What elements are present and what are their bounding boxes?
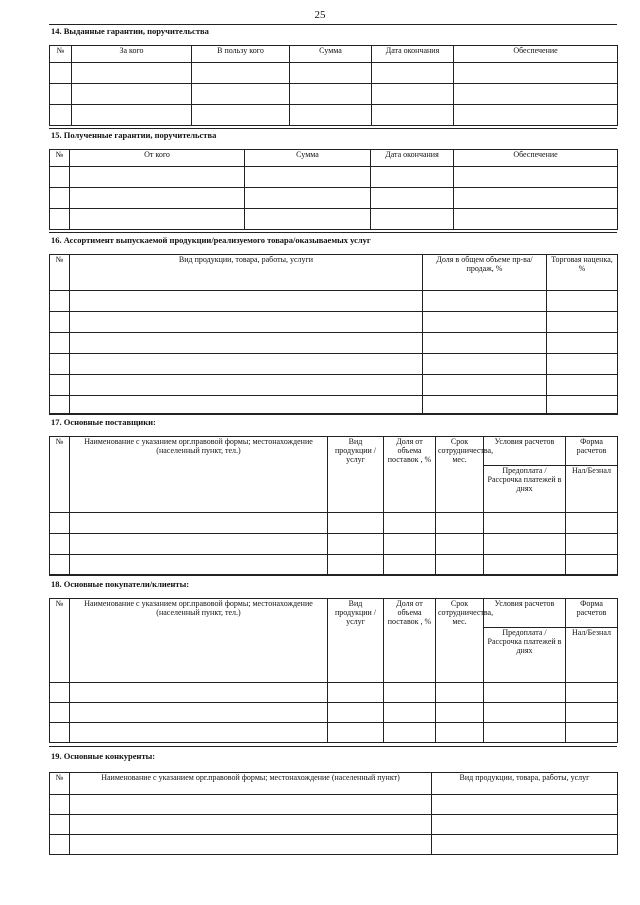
col-header: Предоплата / Рассрочка платежей в днях [484, 466, 566, 513]
table-row[interactable] [50, 312, 618, 333]
col-header: Наименование с указанием орг.правовой формы; местонахождение (населенный пункт, тел.) [70, 599, 328, 683]
col-header: Торговая наценка, % [547, 255, 618, 291]
table-row[interactable] [50, 555, 618, 576]
table-customers [49, 598, 618, 743]
table-row[interactable] [50, 84, 618, 105]
section-16-title: 16. Ассортимент выпускаемой продукции/реализуемого товара/оказываемых услуг [51, 235, 371, 245]
table-row[interactable] [50, 396, 618, 415]
table-assortment [49, 254, 618, 415]
col-header: В пользу кого [192, 46, 290, 63]
col-header: Условия расчетов [484, 437, 566, 466]
col-header: Срок сотрудничества, мес. [436, 599, 484, 683]
col-header: Обеспечение [454, 150, 618, 167]
col-header: Нал/Безнал [566, 628, 618, 683]
page-number: 25 [314, 9, 326, 21]
col-header: Сумма [245, 150, 371, 167]
col-header: Обеспечение [454, 46, 618, 63]
table-row[interactable] [50, 188, 618, 209]
section-19 [49, 746, 617, 850]
col-header: Доля в общем объеме пр-ва/продаж, % [423, 255, 547, 291]
col-header: Условия расчетов [484, 599, 566, 628]
section-17-title: 17. Основные поставщики: [51, 417, 156, 427]
table-row[interactable] [50, 375, 618, 396]
col-header: Нал/Безнал [566, 466, 618, 513]
col-header: Форма расчетов [566, 437, 618, 466]
col-header: № [50, 255, 70, 291]
table-row[interactable] [50, 105, 618, 126]
col-header: Доля от объема поставок , % [384, 437, 436, 513]
col-header: Предоплата / Рассрочка платежей в днях [484, 628, 566, 683]
col-header: № [50, 773, 70, 795]
table-suppliers [49, 436, 618, 576]
col-header: Наименование с указанием орг.правовой формы; местонахождение (населенный пункт, тел.) [70, 437, 328, 513]
col-header: Срок сотрудничества, мес. [436, 437, 484, 513]
col-header: № [50, 437, 70, 513]
table-row[interactable] [50, 815, 618, 835]
table-row[interactable] [50, 513, 618, 534]
table-received-guarantees [49, 149, 618, 230]
col-header: Вид продукции, товара, работы, услуг [432, 773, 618, 795]
col-header: Доля от объема поставок , % [384, 599, 436, 683]
col-header: Сумма [290, 46, 372, 63]
table-row[interactable] [50, 354, 618, 375]
table-row[interactable] [50, 683, 618, 703]
table-row[interactable] [50, 333, 618, 354]
section-14-title: 14. Выданные гарантии, поручительства [51, 26, 209, 36]
table-competitors [49, 772, 618, 855]
col-header: За кого [72, 46, 192, 63]
col-header: Дата окончания [372, 46, 454, 63]
table-row[interactable] [50, 167, 618, 188]
table-issued-guarantees [49, 45, 618, 126]
table-row[interactable] [50, 835, 618, 855]
col-header: Вид продукции /услуг [328, 437, 384, 513]
section-14 [49, 24, 617, 134]
col-header: Форма расчетов [566, 599, 618, 628]
col-header: № [50, 599, 70, 683]
section-17 [49, 413, 617, 579]
col-header: От кого [70, 150, 245, 167]
table-row[interactable] [50, 795, 618, 815]
col-header: Вид продукции /услуг [328, 599, 384, 683]
section-15-title: 15. Полученные гарантии, поручительства [51, 130, 217, 140]
table-row[interactable] [50, 723, 618, 743]
section-15 [49, 128, 617, 233]
col-header: № [50, 46, 72, 63]
table-row[interactable] [50, 209, 618, 230]
col-header: Вид продукции, товара, работы, услуги [70, 255, 423, 291]
section-19-title: 19. Основные конкуренты: [51, 751, 156, 761]
section-18 [49, 574, 617, 746]
table-row[interactable] [50, 63, 618, 84]
section-16 [49, 232, 617, 412]
col-header: Наименование с указанием орг.правовой формы; местонахождение (населенный пункт) [70, 773, 432, 795]
col-header: № [50, 150, 70, 167]
table-row[interactable] [50, 534, 618, 555]
table-row[interactable] [50, 291, 618, 312]
col-header: Дата окончания [371, 150, 454, 167]
table-row[interactable] [50, 703, 618, 723]
section-18-title: 18. Основные покупатели/клиенты: [51, 579, 190, 589]
